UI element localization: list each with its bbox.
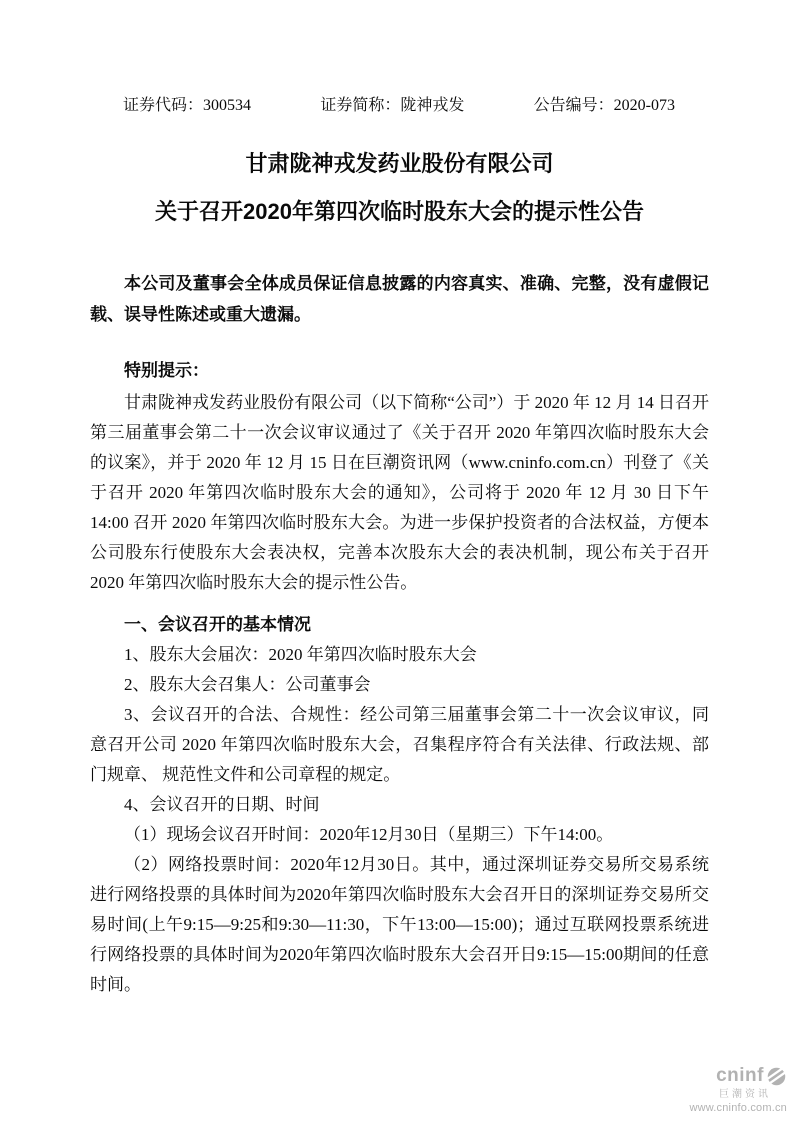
announcement-number: 公告编号：2020-073 (533, 97, 675, 114)
item-legality: 3、会议召开的合法、合规性：经公司第三届董事会第二十一次会议审议，同意召开公司 2020 年第四次临时股东大会，召集程序符合有关法律、行政法规、部门规章、 规范性文件和公司章程的规定。 (90, 705, 709, 784)
intro-paragraph: 甘肃陇神戎发药业股份有限公司（以下简称“公司”）于 2020 年 12 月 14 日召开第三届董事会第二十一次会议审议通过了《关于召开 2020 年第四次临时股东大会的议案》，并于 2020 年 12 月 15 日在巨潮资讯网（www.cninfo.com.cn）刊登了《关于召开 2020 年第四次临时股东大会的通知》，公司将于 2020 年 12 月 30 日下午 14:00 召开 2020 年第四次临时股东大会。为进一步保护投资者的合法权益，方便本公司股东行使股东大会表决权，完善本次股东大会的表决机制，现公布关于召开 2020 年第四次临时股东大会的提示性公告。 (90, 393, 709, 592)
integrity-statement: 本公司及董事会全体成员保证信息披露的内容真实、准确、完整，没有虚假记载、误导性陈述或重大遗漏。 (90, 274, 709, 324)
stock-abbr: 证券简称：陇神戎发 (320, 97, 465, 114)
special-note-label: 特别提示： (124, 361, 209, 380)
item-onsite-meeting-time: （1）现场会议召开时间：2020年12月30日（星期三）下午14:00。 (124, 825, 614, 844)
item-online-voting-time: （2）网络投票时间：2020年12月30日。其中，通过深圳证券交易所交易系统进行网络投票的具体时间为2020年第四次临时股东大会召开日的深圳证券交易所交易时间(上午9:15—9:25和9:30—11:30，下午13:00—15:00)；通过互联网投票系统进行网络投票的具体时间为2020年第四次临时股东大会召开日9:15—15:00期间的任意时间。 (90, 855, 709, 994)
item-convener: 2、股东大会召集人：公司董事会 (124, 675, 371, 694)
cninfo-url: www.cninfo.com.cn (689, 1101, 787, 1114)
cninfo-logo (689, 1066, 787, 1114)
stock-code: 证券代码：300534 (123, 97, 252, 114)
company-name-title: 甘肃陇神戎发药业股份有限公司 (245, 151, 554, 176)
cninfo-swirl-icon (766, 1066, 787, 1087)
item-meeting-session: 1、股东大会届次：2020 年第四次临时股东大会 (124, 645, 477, 664)
cninfo-chinese-name: 巨潮资讯 (719, 1088, 771, 1100)
item-date-time-heading: 4、会议召开的日期、时间 (124, 795, 320, 814)
document-header (90, 96, 709, 116)
announcement-title: 关于召开2020年第四次临时股东大会的提示性公告 (155, 199, 644, 224)
cninfo-brand-text: cninf (716, 1064, 764, 1086)
section-1-heading: 一、会议召开的基本情况 (124, 615, 311, 634)
